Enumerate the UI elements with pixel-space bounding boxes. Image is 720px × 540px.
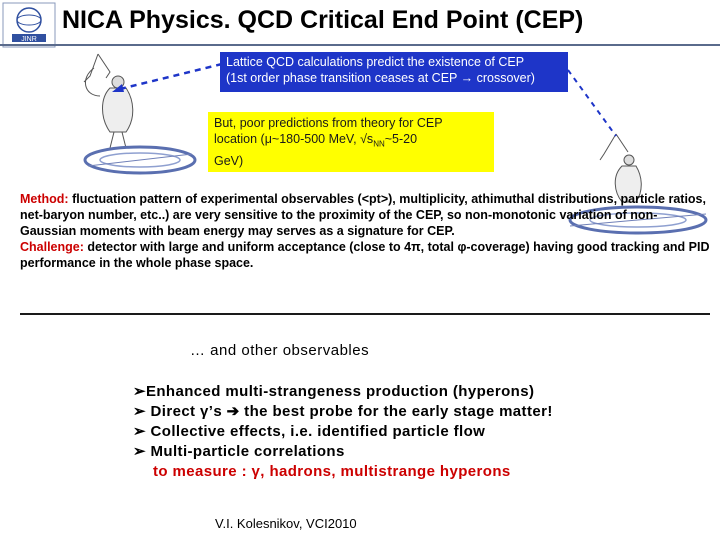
cep-prediction-box: [208, 112, 494, 172]
lattice-qcd-line1: Lattice QCD calculations predict the existence of CEP: [226, 55, 525, 69]
cep-prediction-line2-end: ~5-20: [384, 132, 418, 146]
list-item: ➢ Collective effects, i.e. identified particle flow: [133, 423, 486, 440]
challenge-text: detector with large and uniform acceptance (close to 4π, total φ-coverage) having good tracking and PID performance in the whole phase space.: [20, 240, 710, 270]
cep-prediction-line2: [214, 131, 488, 153]
challenge-label: Challenge:: [20, 240, 84, 254]
cep-prediction-line3: GeV): [214, 153, 244, 168]
title-divider: [0, 44, 720, 46]
method-paragraph: [20, 191, 710, 271]
other-observables: … and other observables: [190, 342, 370, 359]
list-item: ➢Enhanced multi-strangeness production (hyperons): [133, 383, 535, 400]
method-label: Method:: [20, 192, 69, 206]
cep-prediction-line2-text: location (μ~180-500 MeV, √s: [214, 132, 374, 146]
lattice-qcd-box: [220, 52, 568, 92]
dashed-arrow-left: [110, 56, 225, 96]
dashed-arrow-right: [566, 62, 626, 142]
logo-text: JINR: [21, 36, 37, 43]
jinr-logo: [2, 2, 56, 48]
slide-title: NICA Physics. QCD Critical End Point (CEP): [62, 6, 584, 34]
section-divider: [20, 313, 710, 315]
footer-author: V.I. Kolesnikov, VCI2010: [215, 516, 357, 531]
method-text: fluctuation pattern of experimental observables (<pt>), multiplicity, athimuthal distributions, particle ratios, net-baryon number, etc..) are very sensitive to the proximity of the CEP, so non-monotonic variation of non-Gaussian moments with beam energy may serves as a signature for CEP.: [20, 192, 706, 238]
cep-prediction-line1: But, poor predictions from theory for CEP: [214, 116, 443, 130]
list-item: ➢ Direct γ’s ➔ the best probe for the early stage matter!: [133, 403, 553, 420]
list-item: ➢ Multi-particle correlations: [133, 443, 345, 460]
lattice-qcd-line2: (1st order phase transition ceases at CEP → crossover): [226, 71, 535, 85]
observables-list: [133, 382, 553, 482]
measure-line: to measure : γ, hadrons, multistrange hyperons: [153, 463, 511, 480]
snn-subscript: NN: [373, 139, 385, 149]
